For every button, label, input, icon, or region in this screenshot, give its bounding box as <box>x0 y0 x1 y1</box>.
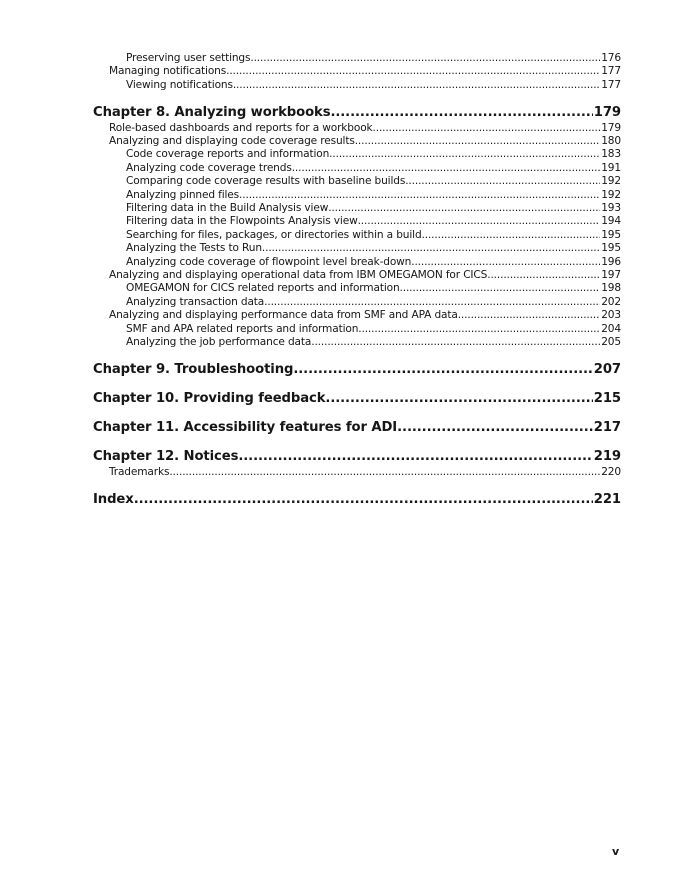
toc-entry-pinned-files[interactable] <box>93 189 621 202</box>
toc-entry-title: Analyzing code coverage trends <box>126 161 292 174</box>
dot-leader <box>358 215 601 228</box>
toc-entry-page: 205 <box>601 335 621 348</box>
toc-entry-page: 195 <box>601 242 621 255</box>
toc-entry-page: 176 <box>601 52 621 64</box>
toc-chapter-page: 215 <box>593 391 621 406</box>
toc-entry-title: Analyzing code coverage of flowpoint level break-down <box>126 255 412 268</box>
toc-entry-preserving-user-settings[interactable] <box>93 52 621 65</box>
dot-leader <box>373 122 601 135</box>
toc-entry-page: 192 <box>601 175 621 188</box>
dot-leader <box>358 323 600 336</box>
dot-leader <box>400 282 601 295</box>
toc-entry-title: Preserving user settings <box>126 52 251 64</box>
toc-chapter-9[interactable] <box>93 361 621 379</box>
toc-chapter-page: 217 <box>593 420 621 436</box>
page-number: v <box>612 845 620 858</box>
toc-entry-managing-notifications[interactable] <box>93 65 621 78</box>
toc-entry-title: Role-based dashboards and reports for a workbook <box>109 121 373 134</box>
dot-leader <box>397 419 593 437</box>
toc-entry-omegamon-operational-data[interactable] <box>93 269 621 282</box>
toc-entry-smf-apa-reports[interactable] <box>93 323 621 336</box>
toc-entry-page: 196 <box>601 255 621 268</box>
toc-entry-job-performance-data[interactable] <box>93 336 621 349</box>
toc-chapter-page: 179 <box>593 104 621 120</box>
toc-entry-tests-to-run[interactable] <box>93 242 621 255</box>
toc-entry-build-analysis-view[interactable] <box>93 202 621 215</box>
dot-leader <box>330 104 592 122</box>
toc-entry-page: 197 <box>601 268 621 281</box>
toc-chapter-8[interactable] <box>93 104 621 122</box>
toc-entry-title: Filtering data in the Flowpoints Analysis view <box>126 215 358 228</box>
toc-entry-page: 195 <box>601 228 621 241</box>
toc-entry-page: 193 <box>601 202 621 215</box>
toc-entry-title: Code coverage reports and information <box>126 148 330 161</box>
table-of-contents <box>93 52 621 509</box>
dot-leader <box>411 256 600 269</box>
toc-entry-page: 192 <box>601 188 621 201</box>
dot-leader <box>226 65 600 78</box>
toc-entry-searching-files[interactable] <box>93 229 621 242</box>
toc-chapter-12[interactable] <box>93 448 621 466</box>
toc-entry-page: 194 <box>601 215 621 228</box>
toc-chapter-title: Chapter 9. Troubleshooting <box>93 361 294 377</box>
toc-entry-title: Trademarks <box>109 466 170 479</box>
toc-entry-title: Analyzing the job performance data <box>126 335 312 348</box>
toc-entry-title: Analyzing and displaying code coverage results <box>109 135 355 148</box>
dot-leader <box>328 202 600 215</box>
dot-leader <box>134 491 593 509</box>
toc-entry-page: 177 <box>601 78 621 91</box>
toc-entry-flowpoint-break-down[interactable] <box>93 256 621 269</box>
toc-entry-title: SMF and APA related reports and information <box>126 322 359 335</box>
toc-entry-title: Analyzing transaction data <box>126 295 265 308</box>
toc-entry-transaction-data[interactable] <box>93 296 621 309</box>
toc-entry-title: Analyzing and displaying operational data from IBM OMEGAMON for CICS <box>109 268 488 281</box>
toc-entry-page: 180 <box>601 135 621 148</box>
dot-leader <box>239 189 600 202</box>
dot-leader <box>422 229 601 242</box>
dot-leader <box>292 162 601 175</box>
toc-entry-smf-apa-performance-data[interactable] <box>93 309 621 322</box>
toc-chapter-10[interactable] <box>93 390 621 408</box>
dot-leader <box>329 148 600 161</box>
toc-entry-page: 220 <box>601 466 621 479</box>
dot-leader <box>458 309 601 322</box>
toc-entry-title: Comparing code coverage results with baseline builds <box>126 175 406 188</box>
toc-entry-page: 198 <box>601 282 621 295</box>
toc-entry-code-coverage-trends[interactable] <box>93 162 621 175</box>
toc-chapter-title: Chapter 8. Analyzing workbooks <box>93 104 331 120</box>
toc-chapter-page: 207 <box>593 361 621 377</box>
toc-entry-trademarks[interactable] <box>93 466 621 479</box>
toc-entry-page: 191 <box>601 161 621 174</box>
toc-entry-title: Searching for files, packages, or directories within a build <box>126 228 422 241</box>
toc-entry-title: Analyzing pinned files <box>126 188 240 201</box>
dot-leader <box>264 296 600 309</box>
dot-leader <box>487 269 600 282</box>
toc-entry-role-based-dashboards[interactable] <box>93 122 621 135</box>
toc-chapter-11[interactable] <box>93 419 621 437</box>
dot-leader <box>238 448 592 466</box>
toc-entry-title: Viewing notifications <box>126 78 233 91</box>
toc-entry-omegamon-reports[interactable] <box>93 282 621 295</box>
toc-entry-title: OMEGAMON for CICS related reports and information <box>126 282 400 295</box>
toc-chapter-title: Index <box>93 492 134 508</box>
dot-leader <box>262 242 600 255</box>
toc-chapter-page: 221 <box>593 492 621 508</box>
toc-entry-flowpoints-analysis-view[interactable] <box>93 215 621 228</box>
toc-entry-code-coverage-results[interactable] <box>93 135 621 148</box>
toc-entry-baseline-builds[interactable] <box>93 175 621 188</box>
toc-chapter-page: 219 <box>593 449 621 465</box>
toc-entry-title: Filtering data in the Build Analysis view <box>126 202 329 215</box>
dot-leader <box>325 390 592 408</box>
toc-chapter-title: Chapter 10. Providing feedback <box>93 391 326 406</box>
toc-entry-page: 203 <box>601 309 621 322</box>
toc-entry-title: Managing notifications <box>109 65 227 78</box>
toc-index[interactable] <box>93 491 621 509</box>
toc-chapter-title: Chapter 11. Accessibility features for ADI <box>93 420 398 436</box>
toc-entry-page: 177 <box>601 65 621 78</box>
dot-leader <box>355 135 601 148</box>
toc-entry-page: 179 <box>601 121 621 134</box>
dot-leader <box>311 336 600 349</box>
dot-leader <box>293 361 592 379</box>
toc-entry-title: Analyzing and displaying performance data from SMF and APA data <box>109 309 458 322</box>
toc-entry-title: Analyzing the Tests to Run <box>126 242 262 255</box>
dot-leader <box>233 79 600 92</box>
dot-leader <box>169 466 600 479</box>
toc-entry-page: 204 <box>601 322 621 335</box>
toc-entry-page: 183 <box>601 148 621 161</box>
toc-entry-page: 202 <box>601 295 621 308</box>
toc-entry-viewing-notifications[interactable] <box>93 79 621 92</box>
toc-chapter-title: Chapter 12. Notices <box>93 449 239 465</box>
dot-leader <box>250 52 600 65</box>
toc-entry-code-coverage-reports[interactable] <box>93 148 621 161</box>
dot-leader <box>405 175 600 188</box>
